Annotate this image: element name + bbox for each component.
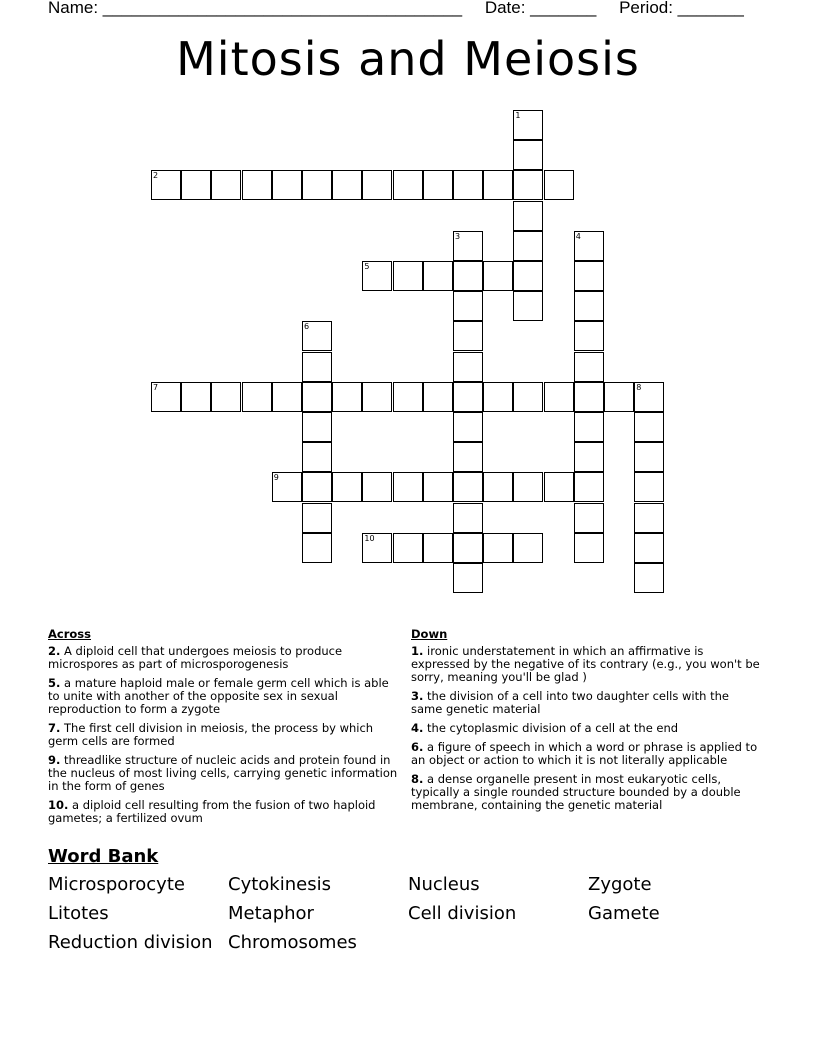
grid-cell[interactable] bbox=[332, 472, 362, 502]
grid-cell[interactable] bbox=[634, 563, 664, 593]
word-bank-word: Litotes bbox=[48, 903, 109, 924]
grid-cell[interactable] bbox=[272, 382, 302, 412]
grid-cell[interactable] bbox=[393, 472, 423, 502]
grid-cell[interactable] bbox=[574, 442, 604, 472]
grid-cell[interactable] bbox=[574, 382, 604, 412]
grid-cell[interactable] bbox=[483, 170, 513, 200]
grid-cell[interactable] bbox=[302, 472, 332, 502]
down-clue bbox=[411, 690, 763, 716]
grid-cell[interactable] bbox=[574, 503, 604, 533]
page-title: Mitosis and Meiosis bbox=[176, 32, 640, 86]
grid-cell[interactable] bbox=[453, 170, 483, 200]
clue-text: threadlike structure of nucleic acids and protein found in the nucleus of most living cells, carrying genetic information in the form of genes bbox=[48, 753, 398, 793]
clue-text: a mature haploid male or female germ cell which is able to unite with another of the opposite sex in sexual reproduction to form a zygote bbox=[48, 676, 389, 716]
grid-cell[interactable] bbox=[574, 291, 604, 321]
clue-number: 7. bbox=[48, 721, 61, 735]
clue-number: 8. bbox=[411, 772, 424, 786]
grid-cell[interactable] bbox=[574, 472, 604, 502]
clue-number: 5 bbox=[364, 262, 370, 271]
grid-cell[interactable] bbox=[513, 170, 543, 200]
across-clue bbox=[48, 722, 400, 748]
grid-cell[interactable] bbox=[393, 533, 423, 563]
down-clue bbox=[411, 645, 763, 684]
grid-cell[interactable] bbox=[211, 170, 241, 200]
grid-cell[interactable] bbox=[423, 472, 453, 502]
grid-cell[interactable] bbox=[332, 170, 362, 200]
clue-number: 2. bbox=[48, 644, 61, 658]
clue-number: 5. bbox=[48, 676, 61, 690]
grid-cell[interactable] bbox=[302, 352, 332, 382]
date-field[interactable]: Date: _______ bbox=[484, 0, 597, 17]
grid-cell[interactable] bbox=[181, 170, 211, 200]
clue-number: 2 bbox=[153, 171, 159, 181]
clue-number: 1 bbox=[515, 111, 521, 120]
grid-cell[interactable] bbox=[513, 533, 543, 563]
grid-cell[interactable] bbox=[211, 382, 241, 412]
clue-number: 7 bbox=[153, 382, 159, 392]
clue-text: a figure of speech in which a word or phrase is applied to an object or action to which it is not literally applicable bbox=[411, 740, 758, 767]
down-clue bbox=[411, 773, 763, 812]
word-bank-word: Gamete bbox=[588, 903, 660, 924]
grid-cell[interactable] bbox=[513, 382, 543, 412]
clue-number: 10. bbox=[48, 798, 69, 812]
clue-number: 1. bbox=[411, 644, 424, 658]
grid-cell[interactable] bbox=[453, 321, 483, 351]
across-clue bbox=[48, 754, 400, 793]
word-bank-word: Cytokinesis bbox=[228, 874, 331, 895]
grid-cell[interactable] bbox=[302, 533, 332, 563]
grid-cell[interactable] bbox=[513, 231, 543, 261]
grid-cell[interactable] bbox=[574, 533, 604, 563]
grid-cell[interactable] bbox=[302, 412, 332, 442]
grid-cell[interactable] bbox=[604, 382, 634, 412]
clue-text: The first cell division in meiosis, the process by which germ cells are formed bbox=[48, 721, 374, 748]
grid-cell[interactable] bbox=[362, 382, 392, 412]
across-clue bbox=[48, 677, 400, 716]
grid-cell[interactable] bbox=[574, 231, 604, 261]
grid-cell[interactable] bbox=[423, 533, 453, 563]
grid-cell[interactable] bbox=[544, 170, 574, 200]
clue-text: the cytoplasmic division of a cell at the end bbox=[423, 721, 679, 735]
word-bank-word: Microsporocyte bbox=[48, 874, 185, 895]
grid-cell[interactable] bbox=[362, 472, 392, 502]
grid-cell[interactable] bbox=[453, 231, 483, 261]
grid-cell[interactable] bbox=[513, 110, 543, 140]
clue-number: 10 bbox=[364, 533, 375, 543]
grid-cell[interactable] bbox=[453, 563, 483, 593]
grid-cell[interactable] bbox=[574, 352, 604, 382]
clue-number: 8 bbox=[636, 382, 642, 392]
grid-cell[interactable] bbox=[634, 503, 664, 533]
across-heading: Across bbox=[48, 627, 91, 641]
grid-cell[interactable] bbox=[453, 291, 483, 321]
grid-cell[interactable] bbox=[513, 472, 543, 502]
clue-number: 9. bbox=[48, 753, 61, 767]
grid-cell[interactable] bbox=[634, 472, 664, 502]
grid-cell[interactable] bbox=[302, 382, 332, 412]
grid-cell[interactable] bbox=[453, 503, 483, 533]
clue-number: 3. bbox=[411, 689, 424, 703]
grid-cell[interactable] bbox=[634, 412, 664, 442]
across-clue bbox=[48, 799, 400, 825]
clue-text: a dense organelle present in most eukaryotic cells, typically a single rounded structure bounded by a double membrane, containing the genetic material bbox=[411, 772, 741, 812]
clue-number: 9 bbox=[273, 473, 279, 483]
grid-cell[interactable] bbox=[453, 261, 483, 291]
grid-cell[interactable] bbox=[393, 382, 423, 412]
grid-cell[interactable] bbox=[574, 261, 604, 291]
period-field[interactable]: Period: _______ bbox=[619, 0, 744, 17]
down-heading: Down bbox=[411, 627, 448, 641]
grid-cell[interactable] bbox=[513, 201, 543, 231]
grid-cell[interactable] bbox=[302, 442, 332, 472]
grid-cell[interactable] bbox=[574, 321, 604, 351]
word-bank-word: Reduction division bbox=[48, 932, 213, 953]
grid-cell[interactable] bbox=[634, 533, 664, 563]
grid-cell[interactable] bbox=[513, 291, 543, 321]
grid-cell[interactable] bbox=[302, 503, 332, 533]
grid-cell[interactable] bbox=[362, 170, 392, 200]
grid-cell[interactable] bbox=[634, 442, 664, 472]
grid-cell[interactable] bbox=[453, 382, 483, 412]
grid-cell[interactable] bbox=[423, 170, 453, 200]
down-clues bbox=[411, 628, 763, 818]
grid-cell[interactable] bbox=[393, 261, 423, 291]
grid-cell[interactable] bbox=[151, 170, 181, 200]
grid-cell[interactable] bbox=[453, 412, 483, 442]
clue-number: 6. bbox=[411, 740, 424, 754]
grid-cell[interactable] bbox=[272, 472, 302, 502]
grid-cell[interactable] bbox=[513, 140, 543, 170]
grid-cell[interactable] bbox=[362, 533, 392, 563]
clue-number: 3 bbox=[455, 231, 461, 241]
word-bank-title: Word Bank bbox=[48, 846, 159, 867]
down-clue bbox=[411, 722, 763, 735]
grid-cell[interactable] bbox=[332, 382, 362, 412]
grid-cell[interactable] bbox=[272, 170, 302, 200]
grid-cell[interactable] bbox=[242, 170, 272, 200]
grid-cell[interactable] bbox=[423, 261, 453, 291]
clue-number: 4. bbox=[411, 721, 424, 735]
grid-cell[interactable] bbox=[362, 261, 392, 291]
word-bank-word: Cell division bbox=[408, 903, 517, 924]
word-bank-word: Chromosomes bbox=[228, 932, 357, 953]
grid-cell[interactable] bbox=[483, 382, 513, 412]
word-bank-word: Nucleus bbox=[408, 874, 480, 895]
grid-cell[interactable] bbox=[181, 382, 211, 412]
grid-cell[interactable] bbox=[242, 382, 272, 412]
clue-text: the division of a cell into two daughter cells with the same genetic material bbox=[411, 689, 729, 716]
grid-cell[interactable] bbox=[453, 442, 483, 472]
grid-cell[interactable] bbox=[453, 352, 483, 382]
word-bank-word: Zygote bbox=[588, 874, 652, 895]
grid-cell[interactable] bbox=[151, 382, 181, 412]
clue-text: ironic understatement in which an affirmative is expressed by the negative of its contrary (e.g., you won't be sorry, meaning you'll be glad ) bbox=[411, 644, 760, 684]
grid-cell[interactable] bbox=[302, 321, 332, 351]
grid-cell[interactable] bbox=[483, 533, 513, 563]
clue-text: a diploid cell resulting from the fusion of two haploid gametes; a fertilized ovum bbox=[48, 798, 376, 825]
grid-cell[interactable] bbox=[483, 472, 513, 502]
grid-cell[interactable] bbox=[302, 170, 332, 200]
grid-cell[interactable] bbox=[544, 472, 574, 502]
grid-cell[interactable] bbox=[544, 382, 574, 412]
across-clues bbox=[48, 628, 400, 831]
down-clue bbox=[411, 741, 763, 767]
grid-cell[interactable] bbox=[574, 412, 604, 442]
clue-number: 6 bbox=[304, 322, 310, 332]
grid-cell[interactable] bbox=[423, 382, 453, 412]
across-clue bbox=[48, 645, 400, 671]
grid-cell[interactable] bbox=[393, 170, 423, 200]
grid-cell[interactable] bbox=[453, 533, 483, 563]
grid-cell[interactable] bbox=[513, 261, 543, 291]
grid-cell[interactable] bbox=[634, 382, 664, 412]
name-field[interactable]: Name: ______________________________________ bbox=[48, 0, 463, 17]
grid-cell[interactable] bbox=[483, 261, 513, 291]
word-bank-word: Metaphor bbox=[228, 903, 314, 924]
clue-text: A diploid cell that undergoes meiosis to produce microspores as part of microsporogenesis bbox=[48, 644, 343, 671]
grid-cell[interactable] bbox=[453, 472, 483, 502]
clue-number: 4 bbox=[575, 231, 581, 241]
